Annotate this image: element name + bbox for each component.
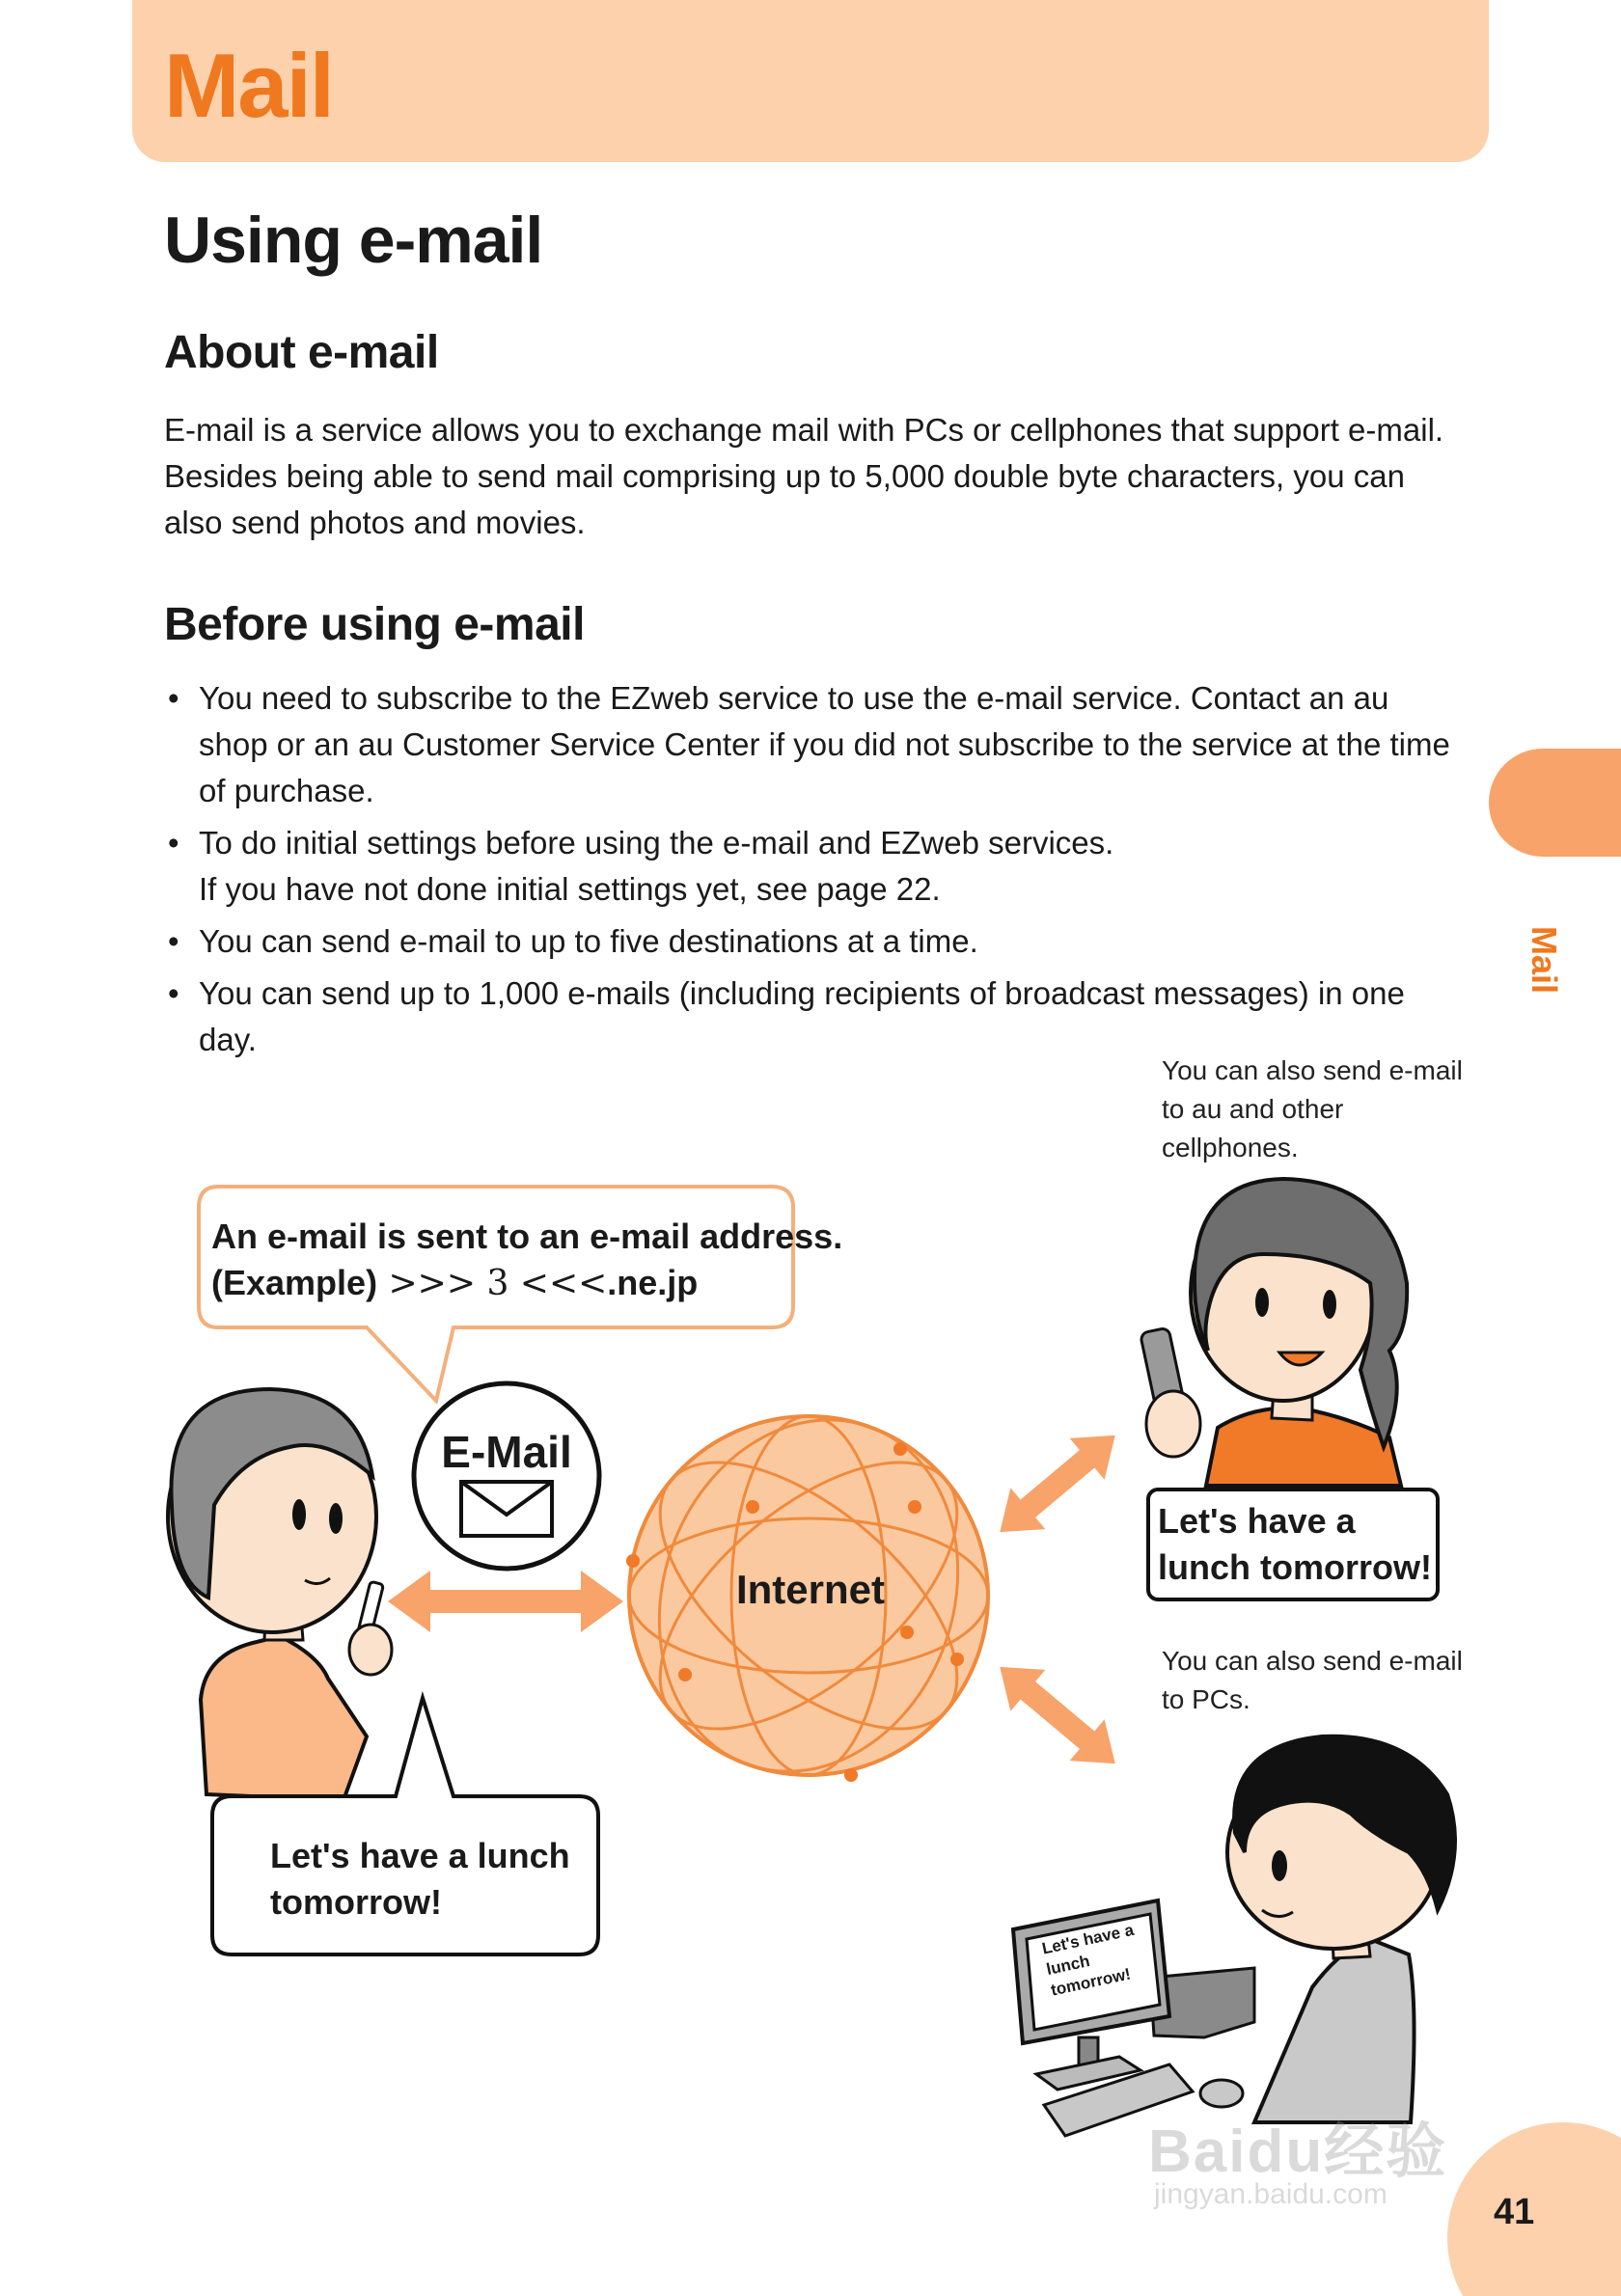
sender-message-text: Let's have a lunch tomorrow! bbox=[270, 1836, 570, 1922]
address-bubble-line2: (Example) >>> 3 <<<.ne.jp bbox=[211, 1263, 699, 1303]
cellphone-recipient-illustration bbox=[1140, 1179, 1408, 1486]
side-tab-label: Mail bbox=[1525, 925, 1564, 995]
page-number: 41 bbox=[1494, 2192, 1535, 2232]
chapter-title: Mail bbox=[164, 35, 333, 136]
before-heading: Before using e-mail bbox=[164, 599, 585, 650]
pc-recipient-illustration bbox=[1227, 1736, 1455, 2122]
address-example: >>> 3 <<< bbox=[377, 1264, 608, 1303]
about-heading: About e-mail bbox=[164, 327, 439, 378]
sender-person-illustration bbox=[168, 1389, 392, 1800]
bullet-item-destinations: • You can send e-mail to up to five destinations at a time. bbox=[164, 918, 1467, 965]
address-bubble-line1: An e-mail is sent to an e-mail address. bbox=[211, 1216, 843, 1256]
internet-label: Internet bbox=[735, 1567, 885, 1612]
double-arrow-up-icon bbox=[982, 1414, 1132, 1552]
watermark-text: Baidu经验 bbox=[1148, 2118, 1448, 2185]
email-badge-label: E-Mail bbox=[441, 1427, 572, 1477]
about-body: E-mail is a service allows you to exchange mail with PCs or cellphones that support e-mail. Besides being able to send mail comprising up to 5,000 double byte characters, you can also send photos and movies. bbox=[164, 412, 1444, 540]
page-title: Using e-mail bbox=[164, 204, 543, 277]
bullet-item-initial-settings-ref: If you have not done initial settings yet, see page 22. bbox=[199, 871, 941, 907]
watermark-url: jingyan.baidu.com bbox=[1154, 2178, 1387, 2210]
note-pcs: You can also send e-mail to PCs. bbox=[1162, 1646, 1463, 1714]
bullet-item-subscribe: • You need to subscribe to the EZweb service to use the e-mail service. Contact an au shop or an au Customer Service Center if you did not subscribe to the service at the time of purchase. bbox=[164, 675, 1467, 814]
double-arrow-icon bbox=[388, 1571, 623, 1632]
bullet-item-daily-limit: • You can send up to 1,000 e-mails (including recipients of broadcast messages) in one day. bbox=[164, 970, 1467, 1063]
cellphone-message-text: Let's have a lunch tomorrow! bbox=[1158, 1501, 1432, 1587]
envelope-icon bbox=[461, 1482, 552, 1536]
double-arrow-down-icon bbox=[982, 1646, 1132, 1784]
bullet-item-initial-settings: • To do initial settings before using the e-mail and EZweb services. If you have not done initial settings yet, see page 22. bbox=[164, 820, 1467, 913]
note-cellphones: You can also send e-mail to au and other cellphones. bbox=[1162, 1055, 1463, 1162]
pc-screen-message: Let's have a lunch tomorrow! bbox=[1040, 1920, 1136, 2000]
